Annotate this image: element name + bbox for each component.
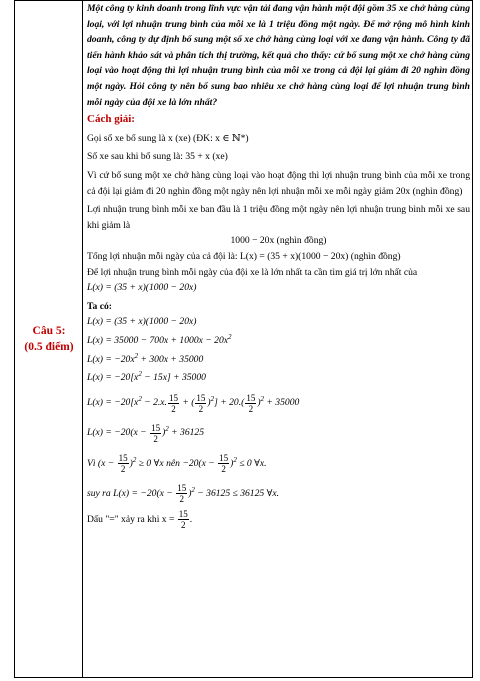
numerator: 15: [151, 422, 161, 433]
exponent: 2: [260, 395, 265, 404]
answer-table: [14, 0, 473, 678]
fraction: [218, 453, 229, 474]
denominator: 2: [120, 464, 126, 475]
denominator: 2: [181, 520, 186, 531]
question-column: [15, 1, 83, 677]
equation-text: ≤ 0 ∀x.: [239, 457, 267, 469]
equation-text: nên −20: [166, 457, 199, 469]
equation-text: − 15x] + 35000: [141, 372, 206, 384]
denominator: 2: [171, 403, 176, 414]
solution-line: Tổng lợi nhuận mỗi ngày của cả đội là: L(x) = (35 + x)(1000 − 20x) (nghìn đồng): [87, 250, 401, 262]
numerator: 15: [246, 392, 256, 403]
equation-text: + 36125: [168, 427, 205, 439]
fraction: [168, 393, 179, 414]
equation-text: + 35000: [264, 397, 300, 409]
numerator: 15: [168, 392, 178, 403]
equation-text: L(x) = −20: [87, 397, 131, 409]
exponent: 2: [228, 332, 232, 341]
question-points: (0.5 điểm): [24, 341, 74, 353]
equation: L(x) = (35 + x)(1000 − 20x): [87, 282, 197, 294]
denominator: 2: [179, 494, 184, 505]
answer-content: [87, 1, 470, 533]
numerator: 15: [118, 453, 128, 464]
equation: L(x) = (35 + x)(1000 − 20x): [87, 316, 197, 328]
denominator: 2: [153, 433, 158, 444]
numerator: 15: [196, 392, 206, 403]
equation-text: suy ra L(x) = −20: [87, 487, 157, 499]
numerator: 15: [177, 483, 187, 494]
fraction: [176, 483, 187, 504]
denominator: 2: [198, 403, 204, 414]
equation-text: + 300x + 35000: [138, 353, 204, 365]
denominator: 2: [248, 403, 254, 414]
exponent: 2: [138, 370, 142, 379]
fraction: [178, 509, 189, 530]
denominator: 2: [221, 464, 226, 475]
fraction: [118, 453, 129, 474]
equation: [87, 330, 470, 349]
solution-line: Ta có:: [87, 300, 112, 312]
question-number: Câu 5:: [32, 325, 66, 337]
numerator: 15: [219, 453, 229, 464]
exponent: 2: [138, 395, 142, 404]
exponent: 2: [233, 455, 237, 464]
solution-paragraph: Lợi nhuận trung bình mỗi xe ban đầu là 1 triệu đồng một ngày nên lợi nhuận trung bình mỗi xe sau khi giảm là: [87, 204, 470, 231]
equation: [87, 367, 470, 386]
solution-line: 1000 − 20x (nghìn đồng): [230, 235, 327, 247]
exponent: 2: [134, 351, 139, 360]
numerator: 15: [178, 509, 188, 520]
equation: Vì (x − $\frac{15}{2}$ )$^2$ ≥ 0 ∀x nên −20(x − $\frac{15}{2}$ )$^2$ ≤ 0 ∀x.: [87, 453, 267, 475]
equation-text: L(x) = −20: [87, 427, 131, 439]
exponent: 2: [210, 395, 215, 404]
solution-paragraph: Vì cứ bổ sung một xe chở hàng cùng loại vào hoạt động thì lợi nhuận trung bình của mỗi xe trong cả đội lại giảm đi 20 nghìn đồng một ngày nên lợi nhuận mỗi xe mỗi ngày giảm 20x (nghìn đồng): [87, 169, 470, 197]
equation: [87, 507, 470, 533]
equation-text: Vì: [87, 457, 96, 469]
solution-heading: Cách giải:: [87, 113, 135, 126]
exponent: 2: [191, 485, 195, 494]
problem-statement: Một công ty kinh doanh trong lĩnh vực vận tải đang vận hành một đội gồm 35 xe chở hàng cùng loại, với lợi nhuận trung bình của mỗi xe là 1 triệu đồng một ngày. Để mở rộng mô hình kinh doanh, công ty dự định bổ sung một số xe chở hàng cùng loại với xe đang vận hành. Công ty đã tiến hành khảo sát và phân tích thị trường, kết quả cho thấy: cứ bổ sung một xe chở hàng cùng loại vào hoạt động thì lợi nhuận trung bình của mỗi xe trong cả đội lại giảm đi 20 nghìn đồng một ngày. Hỏi công ty nên bổ sung bao nhiêu xe chở hàng cùng loại để lợi nhuận trung bình mỗi ngày của đội xe là lớn nhất?: [87, 3, 470, 108]
equation: [87, 349, 470, 368]
exponent: 2: [165, 425, 169, 434]
solution-paragraph: Để lợi nhuận trung bình mỗi ngày của đội xe là lớn nhất ta cần tìm giá trị lớn nhất của: [87, 266, 418, 278]
equation: suy ra L(x) = −20(x − $\frac{15}{2}$ )$^2$ − 36125 ≤ 36125 ∀x.: [87, 483, 280, 505]
solution-line: Số xe sau khi bổ sung là: 35 + x (xe): [87, 151, 228, 163]
equation-text: ≥ 0 ∀x: [138, 457, 164, 469]
solution-line: Gọi số xe bổ sung là x (xe) (ĐK: x ∈ ℕ*): [87, 132, 249, 144]
question-label: [15, 323, 83, 355]
equation-text: .: [189, 513, 193, 525]
equation-text: L(x) = −20x: [87, 353, 135, 365]
fraction: [195, 393, 206, 414]
equation: $L(x) = -20[x^2 - 2.x$. $\frac{15}{2}$ + ( $\frac{15}{2}$ )$^2$] + 20.( $\frac{15}{2}$ )$^2$ + 35000: [87, 392, 300, 414]
equation: L(x) = −20(x − $\frac{15}{2}$ )$^2$ + 36125: [87, 422, 205, 444]
fraction: [150, 423, 161, 444]
equation-text: Dấu "=" xảy ra khi x =: [87, 513, 175, 525]
equation-text: L(x) = 35000 − 700x + 1000x − 20x: [87, 335, 228, 347]
equation-text: L(x) = −20[x: [87, 372, 139, 384]
fraction: [245, 393, 256, 414]
exponent: 2: [132, 455, 137, 464]
equation-text: − 36125 ≤ 36125 ∀x.: [194, 487, 280, 499]
